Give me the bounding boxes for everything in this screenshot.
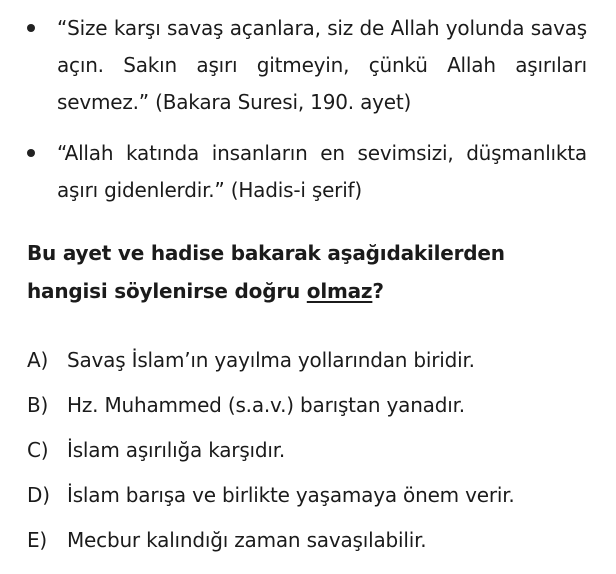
quote-list (27, 10, 587, 223)
option-text: İslam barışa ve birlikte yaşamaya önem verir. (67, 483, 515, 507)
question-keyword: olmaz (306, 279, 373, 303)
option-a[interactable] (27, 342, 597, 387)
option-letter: E) (27, 528, 48, 552)
option-b[interactable] (27, 387, 597, 432)
option-e[interactable] (27, 522, 597, 567)
option-letter: A) (27, 348, 49, 372)
bullet-icon (27, 24, 35, 32)
option-text: İslam aşırılığa karşıdır. (67, 438, 286, 462)
option-letter: C) (27, 438, 49, 462)
quote-text: “Size karşı savaş açanlara, siz de Allah yolunda savaş açın. Sakın aşırı gitmeyin, çünkü Allah aşırıları sevmez.” (Bakara Suresi, 190. ayet) (57, 16, 587, 114)
option-text: Mecbur kalındığı zaman savaşılabilir. (67, 528, 427, 552)
option-letter: D) (27, 483, 50, 507)
option-c[interactable] (27, 432, 597, 477)
option-text: Savaş İslam’ın yayılma yollarından biridir. (67, 348, 475, 372)
option-letter: B) (27, 393, 49, 417)
bullet-icon (27, 149, 35, 157)
question-text: Bu ayet ve hadise bakarak aşağıdakilerden hangisi söylenirse doğru (27, 241, 505, 303)
option-d[interactable] (27, 477, 597, 522)
quote-item-hadith (27, 135, 587, 209)
quote-text: “Allah katında insanların en sevimsizi, düşmanlıkta aşırı gidenlerdir.” (Hadis-i şerif) (57, 141, 587, 202)
answer-options (27, 342, 597, 567)
question-mark: ? (372, 279, 384, 303)
option-text: Hz. Muhammed (s.a.v.) barıştan yanadır. (67, 393, 465, 417)
question-stem (27, 234, 587, 310)
quote-item-verse (27, 10, 587, 121)
